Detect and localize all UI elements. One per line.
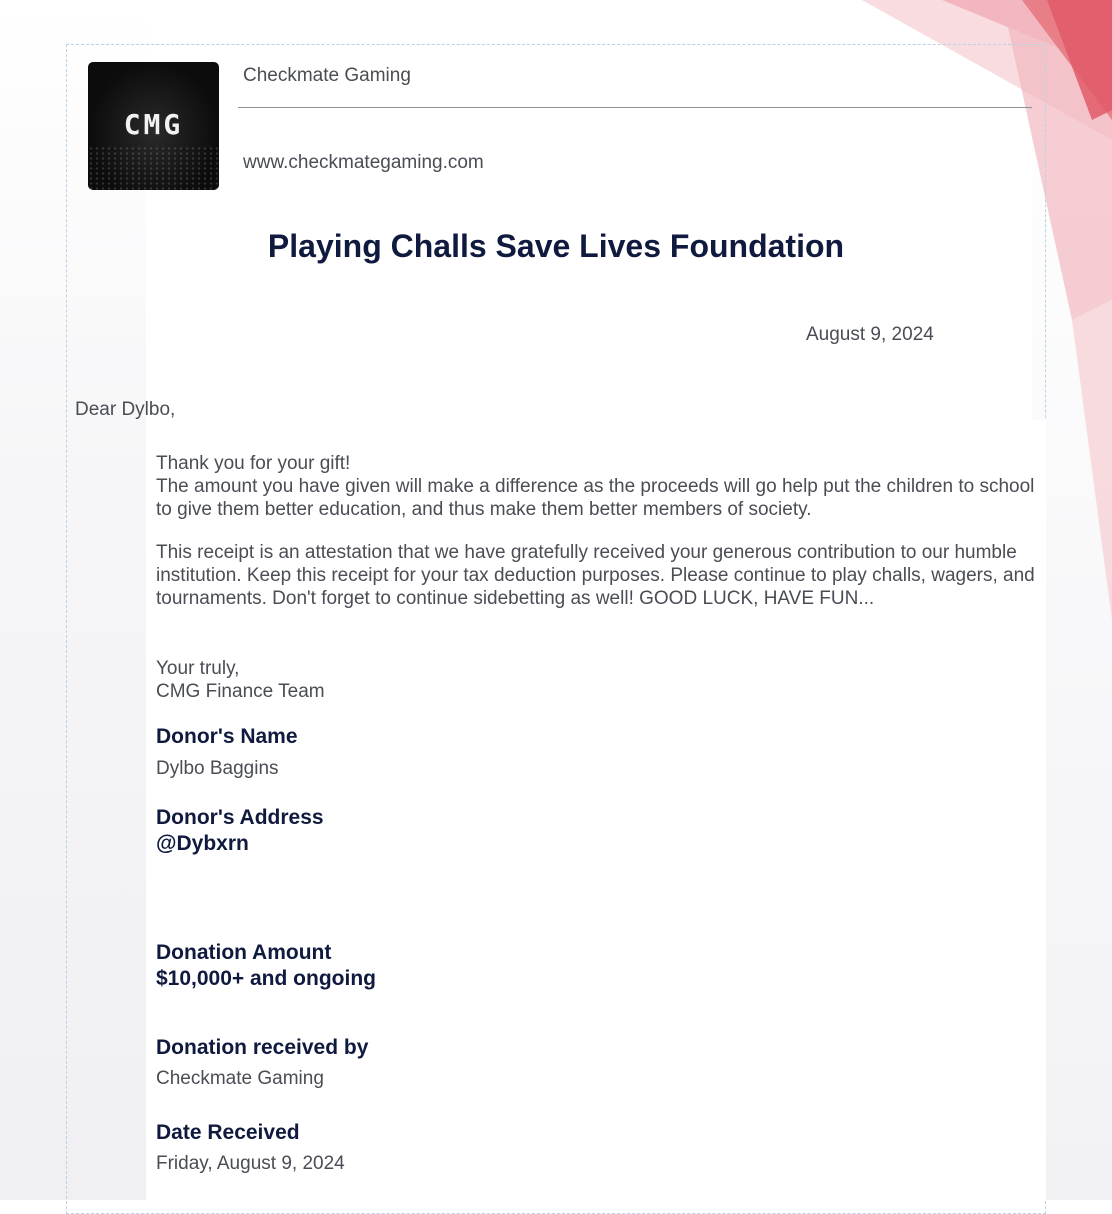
thank-you-line: Thank you for your gift! [156, 453, 351, 474]
date-received-value: Friday, August 9, 2024 [156, 1153, 345, 1174]
closing-block [156, 657, 1046, 703]
page-title: Playing Challs Save Lives Foundation [267, 228, 845, 264]
letter-date: August 9, 2024 [806, 324, 934, 345]
signature: CMG Finance Team [156, 681, 325, 702]
donor-name-value: Dylbo Baggins [156, 758, 279, 779]
impact-text: The amount you have given will make a difference as the proceeds will go help put the children to school to give them better education, and thus make them better members of society. [156, 476, 1035, 520]
salutation: Dear Dylbo, [75, 399, 176, 420]
receipt-paragraph: This receipt is an attestation that we have gratefully received your generous contribution to our humble institution. Keep this receipt for your tax deduction purposes. Please continue to play challs, wagers, and tournaments. Don't forget to continue sidebetting as well! GOOD LUCK, HAVE FUN... [156, 542, 1035, 609]
donor-address-value: @Dybxrn [156, 832, 249, 855]
logo-grid-pattern [88, 146, 219, 190]
donor-address-label: Donor's Address [156, 806, 324, 829]
company-name: Checkmate Gaming [243, 65, 411, 86]
received-by-label: Donation received by [156, 1036, 369, 1059]
date-received-label: Date Received [156, 1121, 300, 1144]
logo-text: CMG [123, 108, 184, 141]
cmg-logo [88, 62, 219, 190]
thank-you-paragraph [156, 452, 1046, 521]
header-divider [238, 107, 1032, 108]
donor-name-label: Donor's Name [156, 725, 298, 748]
website-url: www.checkmategaming.com [243, 152, 484, 173]
received-by-value: Checkmate Gaming [156, 1068, 324, 1089]
donation-amount-value: $10,000+ and ongoing [156, 967, 376, 990]
closing-line: Your truly, [156, 658, 240, 679]
donation-amount-label: Donation Amount [156, 941, 332, 964]
